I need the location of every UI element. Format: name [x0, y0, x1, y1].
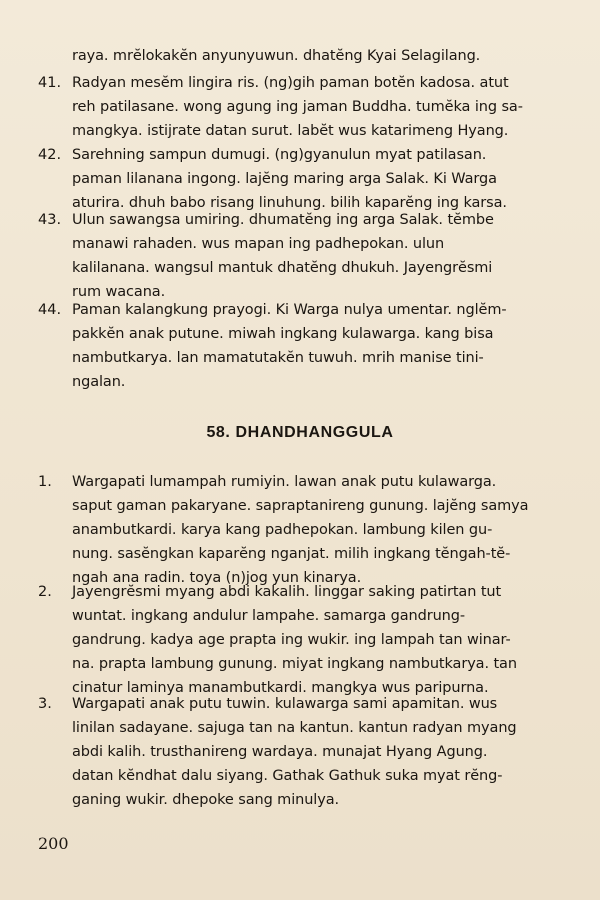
stanza-line: Sarehning sampun dumugi. (ng)gyanulun myat patilasan.: [72, 147, 487, 163]
stanza-line: linilan sadayane. sajuga tan na kantun. kantun radyan myang: [72, 720, 517, 736]
stanza-line: ganing wukir. dhepoke sang minulya.: [72, 792, 340, 808]
stanza-number: 3.: [38, 696, 52, 712]
stanza-line: anambutkardi. karya kang padhepokan. lambung kilen gu-: [72, 522, 493, 538]
stanza-line: Wargapati anak putu tuwin. kulawarga sami apamitan. wus: [72, 696, 498, 712]
stanza-line: Wargapati lumampah rumiyin. lawan anak putu kulawarga.: [72, 474, 497, 490]
stanza-line: kalilanana. wangsul mantuk dhatĕng dhukuh. Jayengrĕsmi: [72, 260, 493, 276]
stanza-line: abdi kalih. trusthanireng wardaya. munajat Hyang Agung.: [72, 744, 488, 760]
stanza-number: 43.: [38, 212, 62, 228]
stanza-number: 1.: [38, 474, 52, 490]
stanza-line: Radyan mesĕm lingira ris. (ng)gih paman botĕn kadosa. atut: [72, 75, 509, 91]
page-number: 200: [38, 834, 69, 853]
stanza-line: Ulun sawangsa umiring. dhumatĕng ing arga Salak. tĕmbe: [72, 212, 494, 228]
stanza-number: 2.: [38, 584, 52, 600]
section-title: 58. DHANDHANGGULA: [206, 424, 394, 441]
stanza-line: reh patilasane. wong agung ing jaman Buddha. tumĕka ing sa-: [72, 99, 523, 115]
stanza-line: datan kĕndhat dalu siyang. Gathak Gathuk suka myat rĕng-: [72, 768, 503, 784]
stanza-line: na. prapta lambung gunung. miyat ingkang nambutkarya. tan: [72, 656, 517, 672]
stanza-line: manawi rahaden. wus mapan ing padhepokan. ulun: [72, 236, 445, 252]
stanza-number: 41.: [38, 75, 62, 91]
stanza-line: mangkya. istijrate datan surut. labĕt wus katarimeng Hyang.: [72, 123, 509, 139]
stanza-line: gandrung. kadya age prapta ing wukir. ing lampah tan winar-: [72, 632, 511, 648]
stanza-line: pakkĕn anak putune. miwah ingkang kulawarga. kang bisa: [72, 326, 494, 342]
stanza-line: paman lilanana ingong. lajĕng maring arga Salak. Ki Warga: [72, 171, 497, 187]
stanza-line: nung. sasĕngkan kaparĕng nganjat. milih ingkang tĕngah-tĕ-: [72, 546, 511, 562]
stanza-line: cinatur laminya manambutkardi. mangkya wus paripurna.: [72, 680, 489, 696]
stanza-number: 44.: [38, 302, 62, 318]
stanza-line: ngah ana radin. toya (n)jog yun kinarya.: [72, 570, 362, 586]
stanza-number: 42.: [38, 147, 62, 163]
stanza-line: saput gaman pakaryane. sapraptanireng gunung. lajĕng samya: [72, 498, 529, 514]
stanza-line: ngalan.: [72, 374, 126, 390]
stanza-line: Paman kalangkung prayogi. Ki Warga nulya umentar. nglĕm-: [72, 302, 507, 318]
stanza-line: rum wacana.: [72, 284, 166, 300]
stanza-line: wuntat. ingkang andulur lampahe. samarga gandrung-: [72, 608, 465, 624]
stanza-line: nambutkarya. lan mamatutakĕn tuwuh. mrih manise tini-: [72, 350, 484, 366]
stanza-line: aturira. dhuh babo risang linuhung. bilih kaparĕng ing karsa.: [72, 195, 507, 211]
stanza-line: Jayengrĕsmi myang abdi kakalih. linggar saking patirtan tut: [72, 584, 502, 600]
stanza-line: raya. mrĕlokakĕn anyunyuwun. dhatĕng Kyai Selagilang.: [72, 48, 481, 64]
